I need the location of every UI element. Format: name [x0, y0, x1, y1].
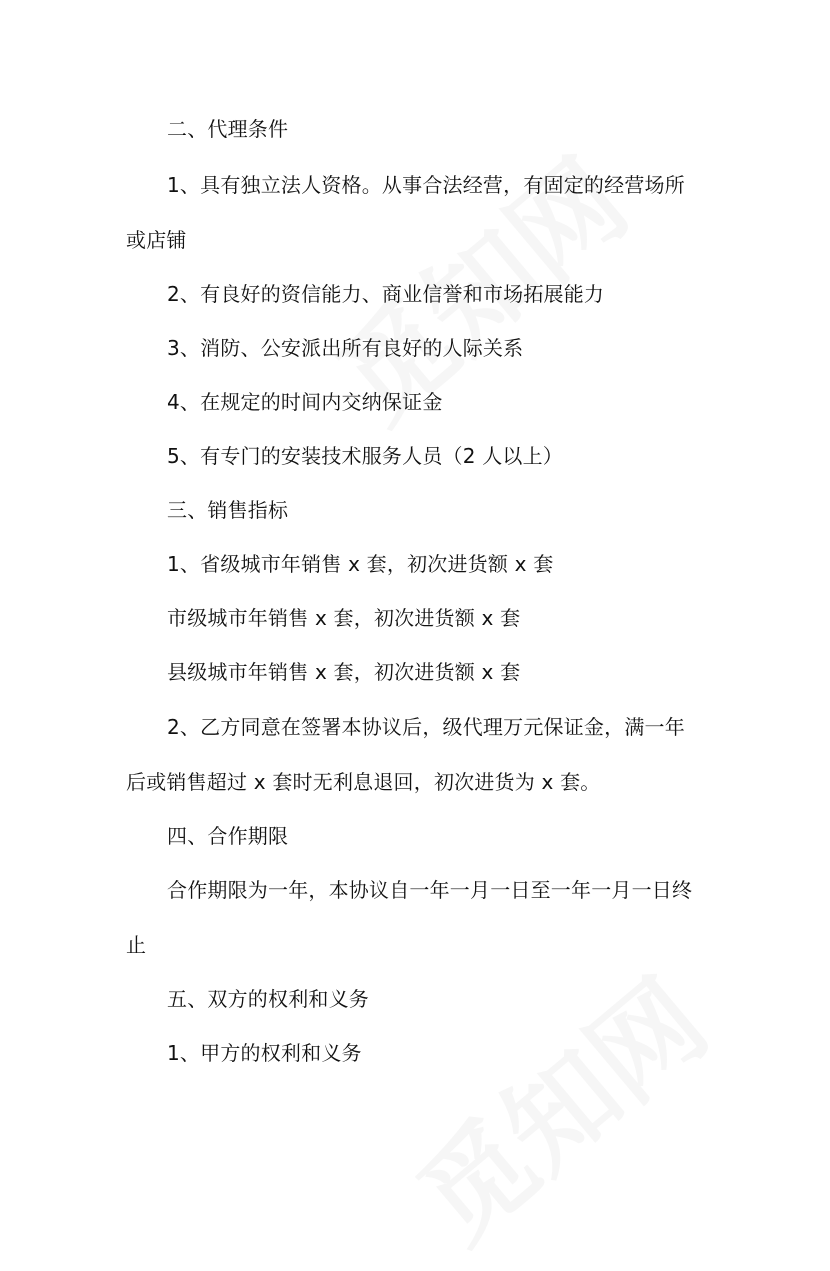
paragraph-line: 3、消防、公安派出所有良好的人际关系 — [167, 336, 524, 360]
paragraph-line: 1、甲方的权利和义务 — [167, 1041, 362, 1065]
paragraph-line: 2、有良好的资信能力、商业信誉和市场拓展能力 — [167, 282, 605, 306]
paragraph-line: 合作期限为一年，本协议自一年一月一日至一年一月一日终 — [167, 878, 693, 902]
paragraph-line: 市级城市年销售 x 套，初次进货额 x 套 — [167, 606, 521, 630]
paragraph-line: 止 — [126, 933, 147, 957]
paragraph-line: 或店铺 — [126, 228, 187, 252]
paragraph-line: 后或销售超过 x 套时无利息退回，初次进货为 x 套。 — [126, 770, 601, 794]
paragraph-line: 5、有专门的安装技术服务人员（2 人以上） — [167, 444, 564, 468]
paragraph-line: 1、省级城市年销售 x 套，初次进货额 x 套 — [167, 552, 554, 576]
paragraph-line: 4、在规定的时间内交纳保证金 — [167, 390, 443, 414]
section-heading-rights-obligations: 五、双方的权利和义务 — [167, 987, 369, 1011]
section-heading-agency-conditions: 二、代理条件 — [167, 117, 289, 141]
paragraph-line: 县级城市年销售 x 套，初次进货额 x 套 — [167, 660, 521, 684]
section-heading-cooperation-period: 四、合作期限 — [167, 824, 289, 848]
watermark — [380, 938, 734, 1271]
paragraph-line: 1、具有独立法人资格。从事合法经营，有固定的经营场所 — [167, 173, 685, 197]
section-heading-sales-targets: 三、销售指标 — [167, 498, 289, 522]
paragraph-line: 2、乙方同意在签署本协议后，级代理万元保证金，满一年 — [167, 715, 685, 739]
